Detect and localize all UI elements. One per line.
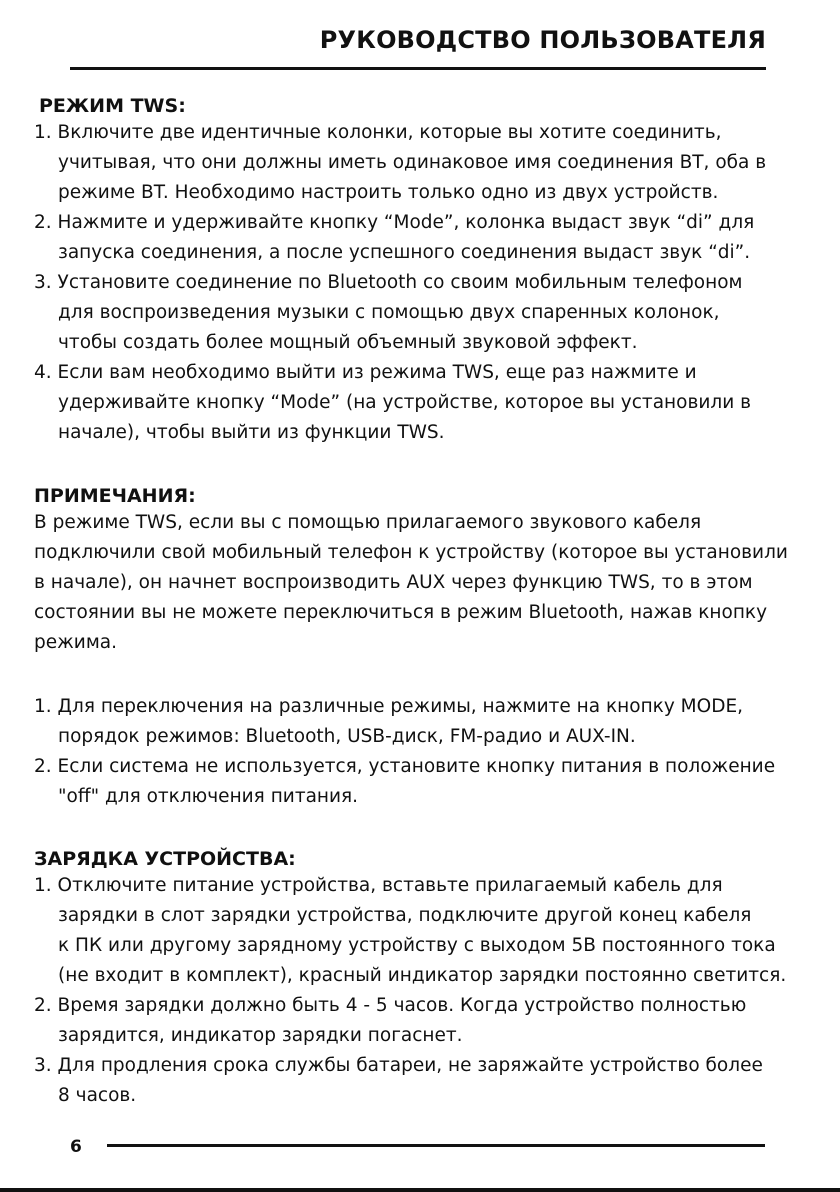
paragraph-line: в начале), он начнет воспроизводить AUX через функцию TWS, то в этом — [34, 572, 753, 593]
list-item-line: 1. Для переключения на различные режимы, нажмите на кнопку MODE, — [34, 696, 744, 717]
paragraph-line: состоянии вы не можете переключиться в режим Bluetooth, нажав кнопку — [34, 602, 768, 623]
page-header — [0, 0, 840, 80]
list-item-line: "off" для отключения питания. — [58, 786, 359, 807]
list-item-number: 3. — [34, 1055, 52, 1076]
header-divider — [70, 67, 766, 70]
list-item-line: порядок режимов: Bluetooth, USB-диск, FM-радио и AUX-IN. — [58, 726, 636, 747]
page-footer — [0, 1130, 840, 1170]
list-item-line: 4. Если вам необходимо выйти из режима TWS, еще раз нажмите и — [34, 362, 697, 383]
list-item-number: 2. — [34, 212, 52, 233]
list-item-line: 2. Нажмите и удерживайте кнопку “Mode”, колонка выдаст звук “di” для — [34, 212, 755, 233]
list-item-line: запуска соединения, а после успешного соединения выдаст звук “di”. — [58, 242, 751, 263]
list-item-line: 2. Время зарядки должно быть 4 - 5 часов. Когда устройство полностью — [34, 995, 747, 1016]
list-item-line: 8 часов. — [58, 1085, 137, 1106]
list-item-line: чтобы создать более мощный объемный звуковой эффект. — [58, 332, 638, 353]
list-item-line: 3. Для продления срока службы батареи, не заряжайте устройство более — [34, 1055, 763, 1076]
list-item-line: зарядится, индикатор зарядки погаснет. — [58, 1025, 463, 1046]
paragraph-line: режима. — [34, 632, 117, 653]
list-item-line: учитывая, что они должны иметь одинаковое имя соединения BT, оба в — [58, 152, 767, 173]
list-item-line: (не входит в комплект), красный индикатор зарядки постоянно светится. — [58, 965, 787, 986]
list-item-line: 3. Установите соединение по Bluetooth со своим мобильным телефоном — [34, 272, 743, 293]
list-item-line: удерживайте кнопку “Mode” (на устройстве, которое вы установили в — [58, 392, 752, 413]
list-item-number: 1. — [34, 875, 52, 896]
list-item-line: режиме BT. Необходимо настроить только одно из двух устройств. — [58, 182, 719, 203]
page-number: 6 — [70, 1137, 82, 1157]
footer-divider — [107, 1144, 765, 1147]
list-item-line: зарядки в слот зарядки устройства, подключите другой конец кабеля — [58, 905, 752, 926]
list-item-number: 2. — [34, 995, 52, 1016]
list-item-line: начале), чтобы выйти из функции TWS. — [58, 422, 445, 443]
list-item-line: 1. Отключите питание устройства, вставьте прилагаемый кабель для — [34, 875, 723, 896]
list-item-number: 3. — [34, 272, 52, 293]
bottom-edge-bar — [0, 1188, 840, 1192]
list-item-number: 4. — [34, 362, 52, 383]
list-item-line: 1. Включите две идентичные колонки, которые вы хотите соединить, — [34, 122, 722, 143]
paragraph-line: подключили свой мобильный телефон к устройству (которое вы установили — [34, 542, 788, 563]
section-heading-charging: ЗАРЯДКА УСТРОЙСТВА: — [34, 848, 296, 870]
list-item-number: 2. — [34, 756, 52, 777]
section-heading-tws: РЕЖИМ TWS: — [39, 95, 186, 117]
list-item-number: 1. — [34, 122, 52, 143]
list-item-line: для воспроизведения музыки с помощью двух спаренных колонок, — [58, 302, 720, 323]
page-title: РУКОВОДСТВО ПОЛЬЗОВАТЕЛЯ — [319, 26, 766, 54]
section-heading-notes: ПРИМЕЧАНИЯ: — [34, 485, 196, 507]
paragraph-line: В режиме TWS, если вы с помощью прилагаемого звукового кабеля — [34, 512, 702, 533]
list-item-line: к ПК или другому зарядному устройству с выходом 5В постоянного тока — [58, 935, 776, 956]
list-item-line: 2. Если система не используется, установите кнопку питания в положение — [34, 756, 776, 777]
list-item-number: 1. — [34, 696, 52, 717]
